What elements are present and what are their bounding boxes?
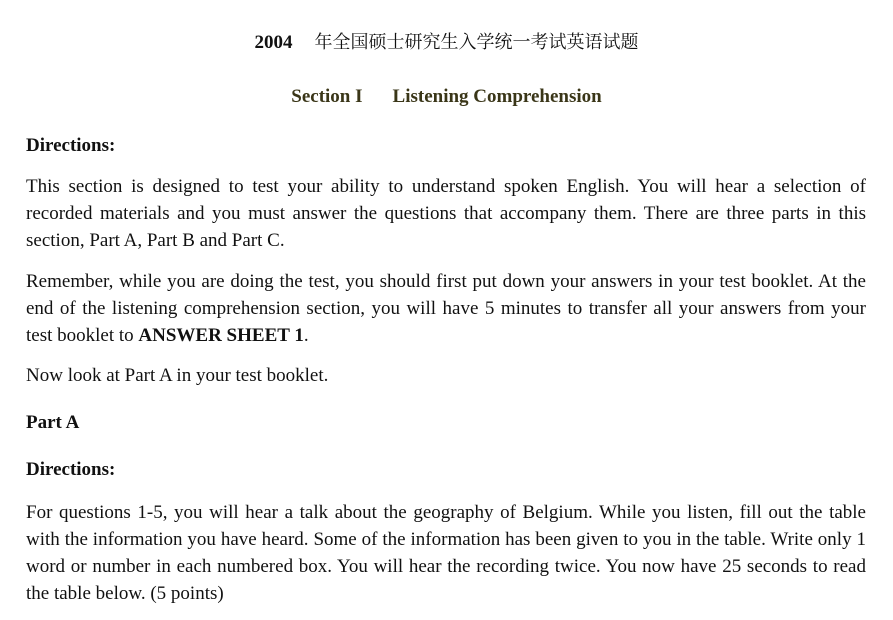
- section-heading: [0, 86, 893, 108]
- answer-sheet-label: ANSWER SHEET 1: [138, 325, 304, 346]
- part-a-heading: Part A: [26, 412, 80, 433]
- intro-paragraph: This section is designed to test your ability to understand spoken English. You will hear a selection of recorded materials and you must answer the questions that accompany them. There are three parts in this section, Part A, Part B and Part C.: [26, 176, 866, 251]
- part-a-instructions: For questions 1-5, you will hear a talk about the geography of Belgium. While you listen, fill out the table with the information you have heard. Some of the information has been given to you in the table. Write only 1 word or number in each numbered box. You will hear the recording twice. You now have 25 seconds to read the table below. (5 points): [26, 502, 866, 604]
- section-number: Section I: [291, 86, 363, 107]
- remember-paragraph: [26, 268, 866, 349]
- remember-text: Remember, while you are doing the test, you should first put down your answers in your test booklet. At the end of the listening comprehension section, you will have 5 minutes to transfer all your answers from your test booklet to: [26, 271, 866, 346]
- exam-title: [0, 28, 893, 54]
- section-name: Listening Comprehension: [392, 86, 602, 107]
- period: .: [303, 325, 309, 346]
- part-a-directions-heading: Directions:: [26, 459, 116, 480]
- exam-year: 2004: [254, 32, 293, 53]
- exam-title-text: 年全国硕士研究生入学统一考试英语试题: [314, 32, 639, 53]
- now-look-paragraph: Now look at Part A in your test booklet.: [26, 365, 329, 386]
- directions-heading: Directions:: [26, 135, 116, 156]
